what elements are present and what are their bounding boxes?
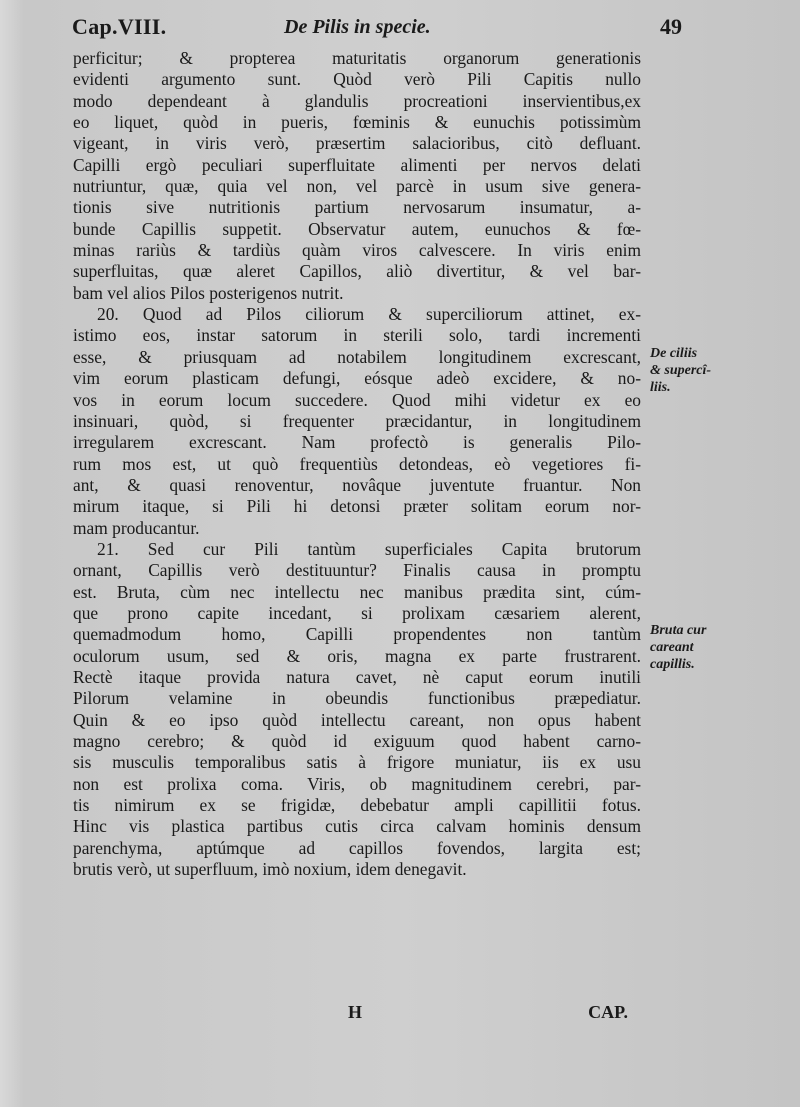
- text-line: Quin & eo ipso quòd intellectu careant, non opus habent: [73, 709, 641, 730]
- running-header: [72, 14, 682, 48]
- text-line: evidenti argumento sunt. Quòd verò Pili Capitis nullo: [73, 69, 641, 90]
- text-line: que prono capite incedant, si prolixam cæsariem alerent,: [73, 602, 641, 623]
- text-line: mam producantur.: [73, 517, 200, 538]
- text-line: rum mos est, ut quò frequentiùs detondeas, eò vegetiores fi-: [73, 453, 641, 474]
- text-line: vigeant, in viris verò, præsertim salacioribus, citò defluant.: [73, 133, 641, 154]
- text-line: bam vel alios Pilos posterigenos nutrit.: [73, 282, 344, 303]
- text-line: mirum itaque, si Pili hi detonsi præter solitam eorum nor-: [73, 496, 641, 517]
- body-text: [73, 48, 641, 880]
- running-title: De Pilis in specie.: [284, 16, 431, 38]
- margin-note-ciliis: [650, 345, 711, 396]
- text-line: eo liquet, quòd in pueris, fœminis & eunuchis potissimùm: [73, 112, 641, 133]
- text-line: sis musculis temporalibus satis à frigore muniatur, iis ex usu: [73, 752, 641, 773]
- text-line: ornant, Capillis verò destituuntur? Finalis causa in promptu: [73, 560, 641, 581]
- text-line: vos in eorum locum succedere. Quod mihi videtur ex eo: [73, 389, 641, 410]
- text-line: est. Bruta, cùm nec intellectu nec manibus prædita sint, cúm-: [73, 581, 641, 602]
- text-line: bunde Capillis suppetit. Observatur autem, eunuchos & fœ-: [73, 218, 641, 239]
- text-line: 20. Quod ad Pilos ciliorum & superciliorum attinet, ex-: [97, 304, 641, 325]
- text-line: tionis sive nutritionis partium nervosarum insumatur, a-: [73, 197, 641, 218]
- text-line: minas rariùs & tardiùs quàm viros calvescere. In viris enim: [73, 240, 641, 261]
- text-line: perficitur; & propterea maturitatis organorum generationis: [73, 48, 641, 68]
- text-line: oculorum usum, sed & oris, magna ex parte frustrarent.: [73, 645, 641, 666]
- text-line: Hinc vis plastica partibus cutis circa calvam hominis densum: [73, 816, 641, 837]
- page-number: 49: [660, 14, 682, 39]
- text-line: 21. Sed cur Pili tantùm superficiales Capita brutorum: [97, 538, 641, 559]
- margin-note-line: capillis.: [650, 657, 695, 672]
- text-line: vim eorum plasticam defungi, eósque adeò excidere, & no-: [73, 368, 641, 389]
- text-line: insinuari, quòd, si frequenter præcidantur, in longitudinem: [73, 410, 641, 431]
- margin-note-line: Bruta cur: [650, 623, 707, 638]
- catchword: CAP.: [588, 1002, 628, 1022]
- text-line: Pilorum velamine in obeundis functionibus præpediatur.: [73, 688, 641, 709]
- chapter-label: Cap.VIII.: [72, 14, 167, 39]
- text-line: parenchyma, aptúmque ad capillos fovendos, largita est;: [73, 837, 641, 858]
- text-line: quemadmodum homo, Capilli propendentes non tantùm: [73, 624, 641, 645]
- margin-note-line: careant: [650, 640, 694, 655]
- text-line: Rectè itaque provida natura cavet, nè caput eorum inutili: [73, 666, 641, 687]
- text-line: non est prolixa coma. Viris, ob magnitudinem cerebri, par-: [73, 773, 641, 794]
- text-line: magno cerebro; & quòd id exiguum quod habent carno-: [73, 731, 641, 751]
- text-line: modo dependeant à glandulis procreationi inservientibus,ex: [73, 90, 641, 111]
- text-line: irregularem excrescant. Nam profectò is generalis Pilo-: [73, 432, 641, 453]
- text-line: tis nimirum ex se frigidæ, debebatur ampli capillitii fotus.: [73, 795, 641, 816]
- margin-note-line: & supercî-: [650, 363, 712, 378]
- text-line: Capilli ergò peculiari superfluitate alimenti per nervos delati: [73, 154, 641, 175]
- margin-note-line: De ciliis: [650, 346, 698, 361]
- text-line: istimo eos, instar satorum in sterili solo, tardi incrementi: [73, 325, 641, 346]
- page-footer: [72, 1002, 628, 1028]
- text-line: ant, & quasi renoventur, novâque juventute fruantur. Non: [73, 474, 641, 495]
- text-line: esse, & priusquam ad notabilem longitudinem excrescant,: [73, 346, 641, 367]
- margin-note-line: liis.: [650, 380, 671, 395]
- signature-mark: H: [348, 1002, 363, 1022]
- margin-note-bruta: [650, 622, 706, 673]
- text-line: nutriuntur, quæ, quia vel non, vel parcè in usum sive genera-: [73, 176, 641, 197]
- text-line: brutis verò, ut superfluum, imò noxium, idem denegavit.: [73, 859, 467, 880]
- text-line: superfluitas, quæ aleret Capillos, aliò divertitur, & vel bar-: [73, 261, 641, 282]
